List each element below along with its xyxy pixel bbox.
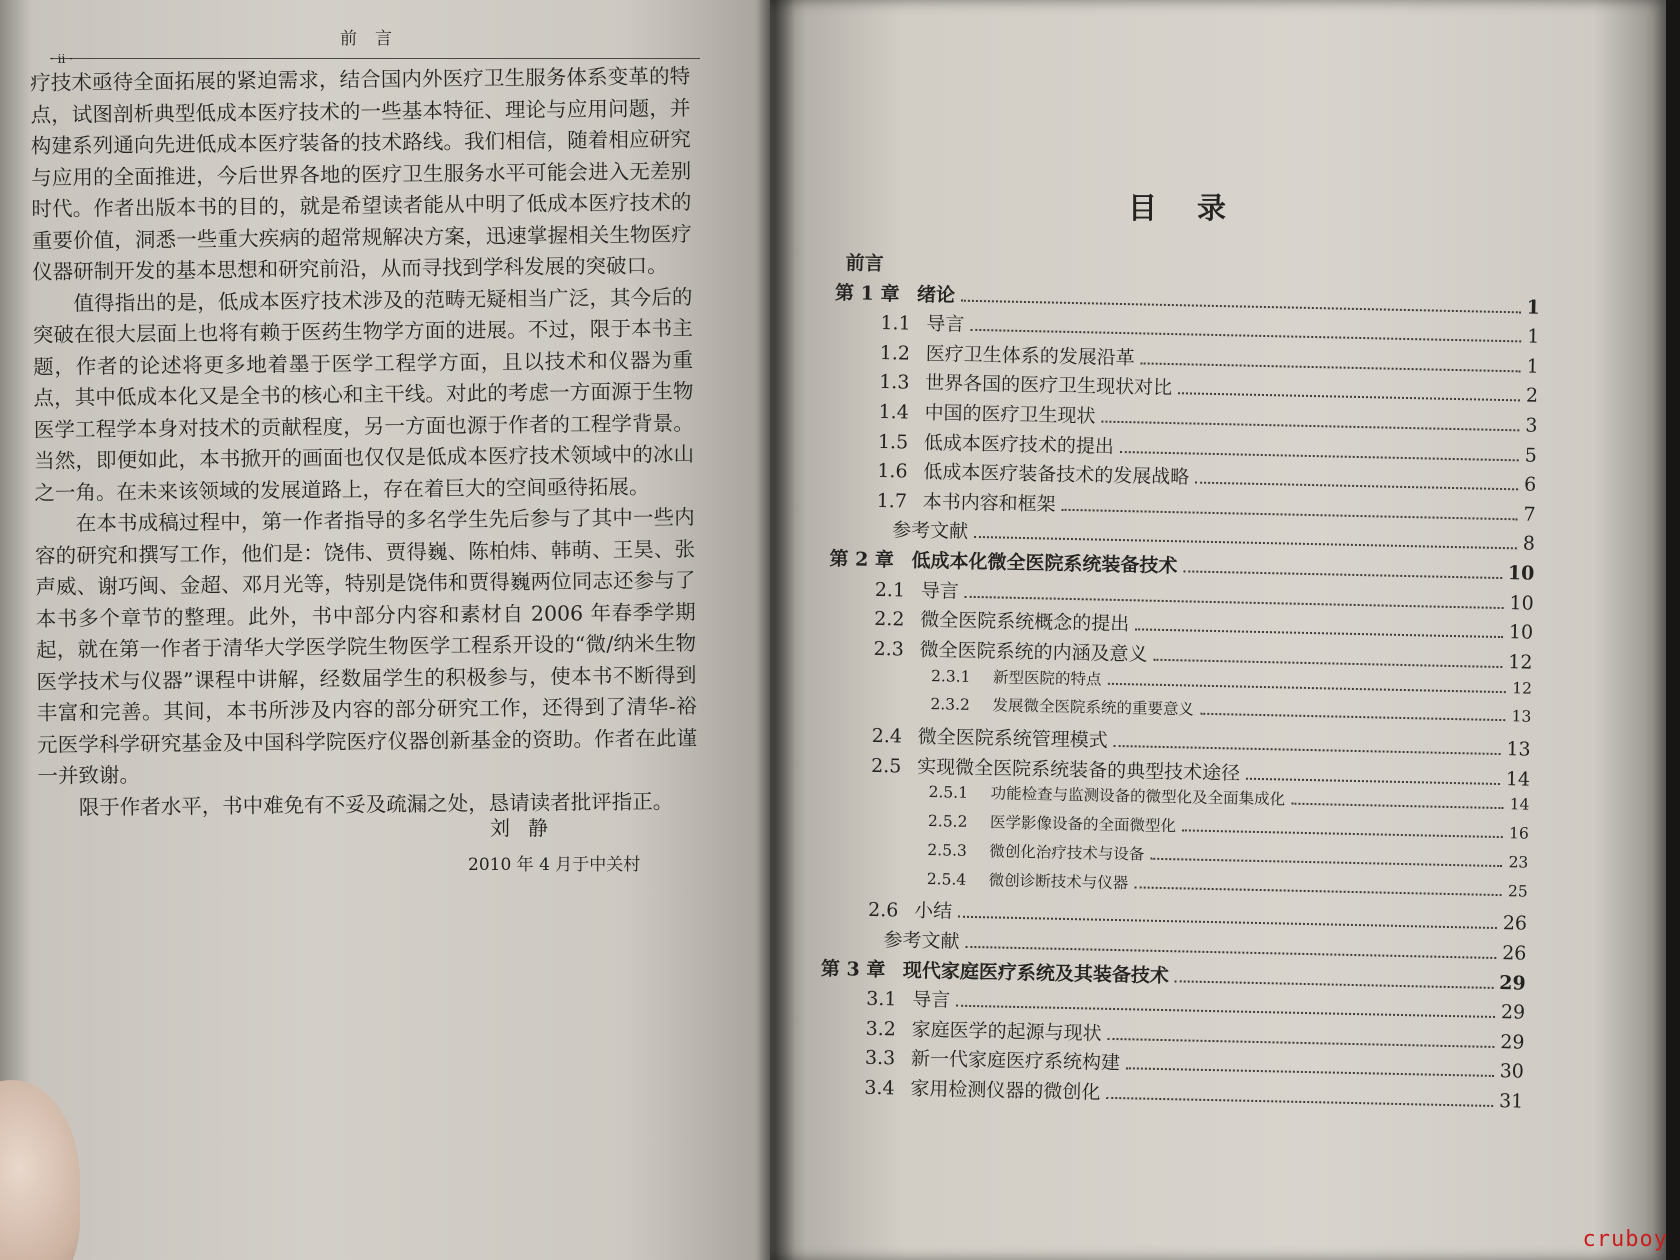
toc-entry-number: 2.5.4 [926,869,967,889]
toc-entry-number: 1.4 [878,400,910,424]
toc-entry-title: 中国的医疗卫生现状 [924,401,1096,428]
toc-entry-title: 导言 [926,313,965,336]
toc-entry-number: 1.6 [877,460,908,483]
toc-page-number: 6 [1523,473,1537,496]
toc-entry-title: 微全医院系统的内涵及意义 [919,638,1148,666]
toc-entry-title: 医疗卫生体系的发展沿革 [925,342,1136,370]
book-gutter [755,0,795,1260]
toc-page-number: 10 [1507,562,1535,585]
toc-page-number: 13 [1506,738,1531,761]
toc-entry-number: 3.3 [864,1047,896,1070]
toc-page-number: 1 [1526,296,1541,319]
toc-page-number: 25 [1507,882,1528,901]
toc-page-number: 2 [1525,384,1539,408]
toc-dot-leader [1107,1038,1494,1048]
toc-page-number: 23 [1508,853,1529,872]
toc-entry-number: 3.1 [866,987,897,1011]
folio: · ii · [50,52,73,66]
toc-entry-number: 2.2 [874,608,905,631]
toc-entry-title: 导言 [912,988,951,1012]
toc-page-number: 31 [1498,1090,1524,1113]
toc-entry-title: 功能检查与监测设备的微型化及全面集成化 [990,784,1286,809]
toc-entry-number: 2.3.2 [930,695,971,715]
watermark: cruboy [1582,1227,1668,1252]
toc-page-number: 10 [1509,591,1534,615]
toc-entry-title: 前言 [845,252,884,275]
toc-dot-leader [1175,980,1494,989]
toc-page-number: 14 [1509,795,1530,815]
toc-entry-number: 2.5.3 [927,841,968,860]
toc-dot-leader [1135,629,1503,639]
toc-entry-title: 低成本化微全医院系统装备技术 [911,549,1178,578]
toc-dot-leader [1195,482,1518,491]
author-signature: 刘静 [490,816,566,840]
toc-page-number: 13 [1511,707,1532,727]
toc-entry-title: 新型医院的特点 [992,667,1102,689]
toc-entry-title: 家庭医学的起源与现状 [911,1018,1102,1045]
toc-entry-number: 第 3 章 [820,957,886,981]
toc-page-number: 1 [1526,325,1540,348]
toc-dot-leader [1126,1068,1494,1078]
toc-dot-leader [1291,803,1504,809]
left-page [0,0,782,1260]
toc-entry-title: 微全医院系统概念的提出 [919,609,1130,636]
toc-entry-number: 1.5 [877,430,909,454]
toc-entry-title: 导言 [920,579,960,603]
preface-body [30,61,698,824]
paragraph: 限于作者水平，书中难免有不妥及疏漏之处，恳请读者批评指正。 [78,788,674,820]
toc-page-number: 7 [1523,503,1536,526]
toc-dot-leader [1153,659,1502,668]
toc-page-number: 12 [1508,650,1533,674]
toc-page-number: 14 [1505,767,1531,791]
toc-entry-number: 2.3.1 [930,666,971,686]
toc-page-number: 29 [1499,971,1526,995]
toc-entry-number: 3.4 [864,1076,895,1100]
toc-page-number: 26 [1501,942,1527,965]
toc-entry-title: 低成本医疗装备技术的发展战略 [923,461,1190,489]
toc-title: 目录 [1128,191,1267,225]
toc-dot-leader [1150,858,1502,867]
toc-entry-number: 1.7 [876,489,908,513]
toc-dot-leader [1183,570,1502,579]
toc-entry-title: 发展微全医院系统的重要意义 [992,696,1195,719]
toc-page-number: 1 [1526,355,1539,378]
toc-entry-title: 绪论 [916,283,956,307]
toc-entry-title: 世界各国的医疗卫生现状对比 [924,372,1173,400]
toc-page-number: 29 [1500,1001,1526,1024]
toc-entry-number: 2.3 [873,637,905,661]
toc-dot-leader [1246,777,1500,784]
toc-entry-number: 1.1 [880,312,911,335]
toc-dot-leader [1101,421,1519,432]
paragraph: 值得指出的是，低成本医疗技术涉及的范畴无疑相当广泛，其今后的突破在很大层面上也将有赖于医药生物学方面的进展。不过，限于本书主题，作者的论述将更多地着墨于医学工程学方面，且以技术和仪器为重点，其中低成本化又是全书的核心和主干线。对此的考虑一方面源于生物医学工程学本身对技术的贡献程度，另一方面也源于作者的工程学背景。当然，即便如此，本书掀开的画面也仅仅是低成本医疗技术领域中的冰山之一角。在未来该领域的发展道路上，存在着巨大的空间亟待拓展。 [32,284,695,505]
toc-entry-title: 新一代家庭医疗系统构建 [910,1048,1121,1075]
toc-entry-number: 第 2 章 [829,547,895,572]
toc-entry-title: 低成本医疗技术的提出 [923,431,1115,458]
toc-page-number: 16 [1508,824,1530,843]
toc-dot-leader [1178,393,1520,402]
toc-page-number: 26 [1502,912,1528,936]
toc-dot-leader [1114,745,1501,755]
toc-entry-number: 2.1 [874,578,906,602]
page-header [50,22,700,66]
toc-entry-title: 小结 [913,900,953,923]
toc-dot-leader [1141,362,1521,372]
toc-page-number: 10 [1508,621,1534,644]
toc-entry-title: 微创化治疗技术与设备 [989,842,1145,864]
paragraph: 疗技术亟待全面拓展的紧迫需求，结合国内外医疗卫生服务体系变革的特点，试图剖析典型低成本医疗技术的一些基本特征、理论与应用问题，并构建系列通向先进低成本医疗装备的技术路线。我们相信，随着相应研究与应用的全面推进，今后世界各地的医疗卫生服务水平可能会进入无差别时代。作者出版本书的目的，就是希望读者能从中明了低成本医疗技术的重要价值，洞悉一些重大疾病的超常规解决方案，迅速掌握相关生物医疗仪器研制开发的基本思想和研究前沿，从而寻找到学科发展的突破口。 [30,64,692,284]
toc-entry-title: 本书内容和框架 [922,490,1056,516]
toc-entry-title: 医学影像设备的全面微型化 [989,813,1177,836]
toc-page-number: 12 [1512,678,1533,698]
toc-entry-number: 3.2 [865,1017,897,1041]
toc-entry-title: 微创诊断技术与仪器 [988,871,1129,893]
toc-entry-title: 微全医院系统管理模式 [917,725,1108,752]
toc-page-number: 5 [1524,444,1538,467]
toc-page-number: 3 [1525,414,1538,437]
toc-entry-title: 参考文献 [883,929,960,953]
header-title: 前言 [340,29,410,49]
toc-dot-leader [1182,830,1503,839]
toc-entry-number: 2.5.1 [928,783,969,803]
toc-page-number: 30 [1499,1060,1525,1083]
paragraph: 在本书成稿过程中，第一作者指导的多名学生先后参与了其中一些内容的研究和撰写工作，他们是：饶伟、贾得巍、陈柏炜、韩萌、王昊、张声威、谢巧闽、金超、邓月光等，特别是饶伟和贾得巍两位同志还参与了本书多个章节的整理。此外，书中部分内容和素材自 2006 年春季学期起，就在第一作者于清华大学医学院生物医学工程系开设的“微/纳米生物医学技术与仪器”课程中讲解，经数届学生的积极参与，使本书不断得到丰富和完善。其间，本书所涉及内容的部分研究工作，还得到了清华-裕元医学科学研究基金及中国科学院医疗仪器创新基金的资助。作者在此谨一并致谢。 [34,505,698,788]
toc-entry-number: 1.2 [879,341,911,365]
finger [0,1080,80,1260]
toc-entry-title: 家用检测仪器的微创化 [910,1077,1101,1104]
toc-entry-title: 现代家庭医疗系统及其装备技术 [902,959,1170,987]
toc-entry-number: 2.5.2 [927,812,968,832]
toc-entry-title: 参考文献 [891,519,969,544]
toc-entry-number: 1.3 [878,371,910,394]
toc-dot-leader [1106,1097,1493,1107]
toc-page-number: 29 [1500,1030,1525,1054]
toc-page-number: 8 [1522,532,1536,556]
signature-date: 2010 年 4 月于中关村 [468,855,641,875]
toc-dot-leader [1200,713,1506,721]
toc-dot-leader [1120,451,1519,461]
toc-entry-number: 2.6 [867,899,899,922]
toc-entry-number: 2.5 [870,754,902,778]
toc-entry-number: 第 1 章 [834,281,900,305]
toc-entry-number: 2.4 [871,724,903,748]
toc-entry-title: 实现微全医院系统装备的典型技术途径 [916,755,1241,785]
